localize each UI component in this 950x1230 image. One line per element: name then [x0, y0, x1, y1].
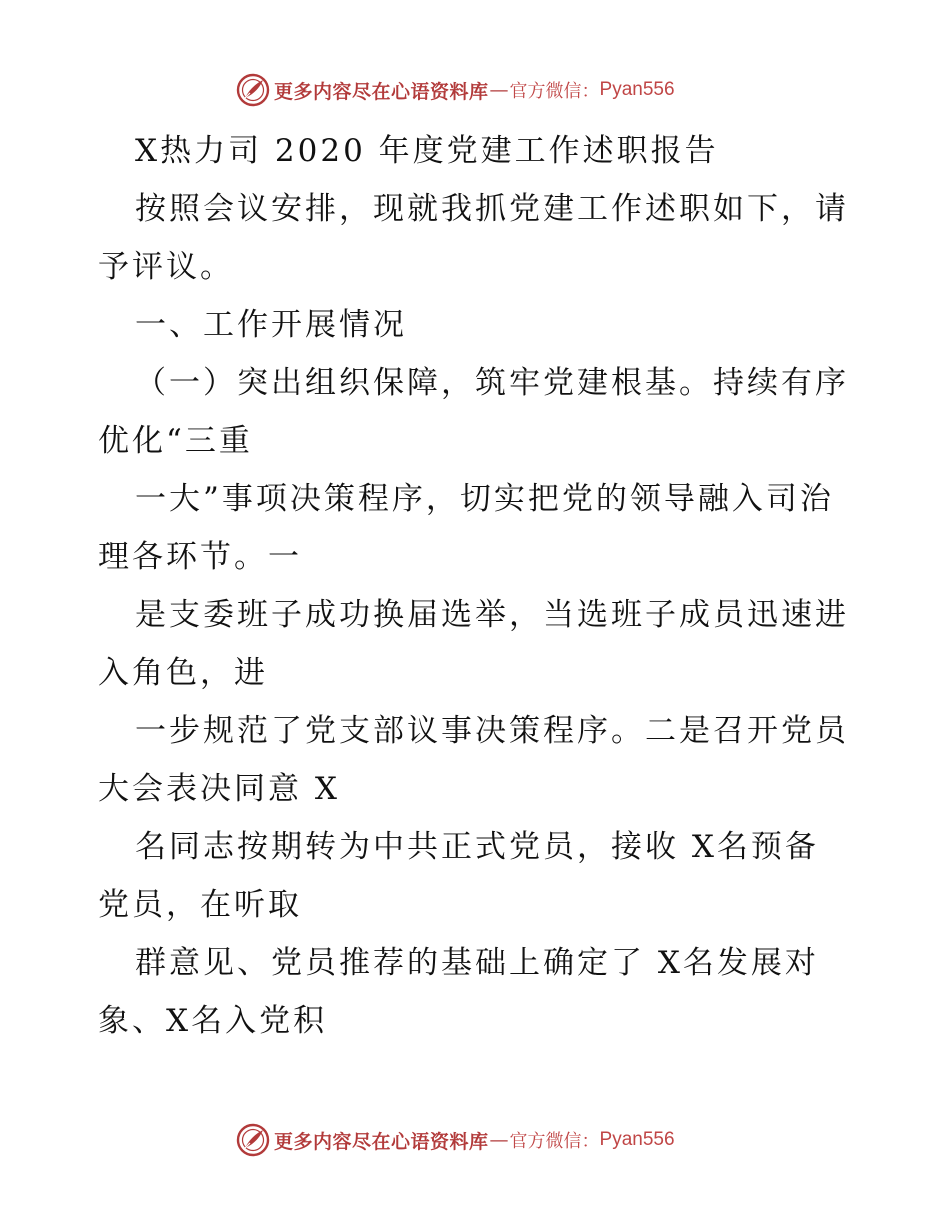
paragraph-line: 大会表决同意 X [98, 771, 340, 807]
paragraph-line: 象、X名入党积 [98, 1003, 328, 1039]
paragraph-line: 入角色，进 [98, 655, 268, 691]
paragraph-line: （一）突出组织保障，筑牢党建根基。持续有序 [135, 365, 849, 401]
quill-pen-circle-icon [236, 73, 270, 107]
paragraph-line: 优化“三重 [98, 423, 253, 459]
footer-banner [236, 1120, 675, 1160]
paragraph-line: 名同志按期转为中共正式党员，接收 X名预备 [135, 829, 819, 865]
banner-dash: — [489, 79, 509, 101]
banner-wechat-label: 官方微信： [509, 81, 600, 102]
banner-wechat-id: Pyan556 [599, 79, 675, 100]
document-title: X热力司 2020 年度党建工作述职报告 [135, 133, 719, 169]
quill-pen-circle-icon [236, 1123, 270, 1157]
banner-wechat-label: 官方微信： [509, 1131, 600, 1152]
paragraph-line: 一大”事项决策程序，切实把党的领导融入司治 [135, 481, 834, 517]
paragraph-line: 理各环节。一 [98, 539, 302, 575]
document-body [98, 122, 858, 1050]
banner-main-text: 更多内容尽在心语资料库 [274, 80, 489, 103]
paragraph-line: 按照会议安排，现就我抓党建工作述职如下，请 [135, 191, 849, 227]
paragraph-line: 是支委班子成功换届选举，当选班子成员迅速进 [135, 597, 849, 633]
banner-main-text: 更多内容尽在心语资料库 [274, 1130, 489, 1153]
paragraph-line: 予评议。 [98, 249, 234, 285]
paragraph-line: 群意见、党员推荐的基础上确定了 X名发展对 [135, 945, 819, 981]
banner-wechat-id: Pyan556 [599, 1129, 675, 1150]
header-banner [236, 70, 675, 110]
section-heading: 一、工作开展情况 [135, 307, 407, 343]
paragraph-line: 党员，在听取 [98, 887, 302, 923]
paragraph-line: 一步规范了党支部议事决策程序。二是召开党员 [135, 713, 849, 749]
banner-dash: — [489, 1129, 509, 1151]
